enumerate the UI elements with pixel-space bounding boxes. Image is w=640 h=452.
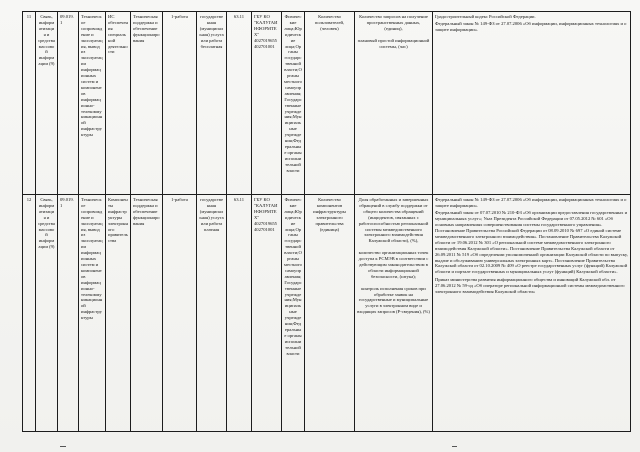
table-row: [23, 195, 631, 432]
scan-artifact: [60, 446, 66, 447]
page-footer: [0, 441, 640, 452]
service-type: Техническое сопровождение и эксплуатация, вывод из эксплуатации информационных систем и компонентов информационно-телекоммуникационной инфраструктуры: [79, 12, 106, 195]
volume-indicator: Количество компонентов инфраструктуры электронного правительства (единица): [305, 195, 355, 432]
institution: ГБУ КО "КАЛУГАИНФОРМТЕХ" 4027019655 402701001: [252, 195, 282, 432]
row-number: 11: [23, 12, 36, 195]
registry-table: [22, 11, 631, 432]
law-item: Градостроительный кодекс Российской Федерации.: [435, 14, 536, 19]
volume-indicator: Количество пользователей, (человек): [305, 12, 355, 195]
okved-code: 63.11: [227, 195, 252, 432]
service-sector: Связь, информатизация и средства массовой информации (9): [36, 12, 58, 195]
service-sector: Связь, информатизация и средства массовой информации (9): [36, 195, 58, 432]
institution: ГБУ КО "КАЛУГАИНФОРМТЕХ" 4027019655 402701001: [252, 12, 282, 195]
okved-code: 63.11: [227, 12, 252, 195]
legal-basis: [433, 12, 631, 195]
law-item: Приказ министерства развития информационного общества и инноваций Калужской обл. от 27.06.2012 № 59-од «Об операторе региональной информационной системы межведомственного электронного взаимодействия Калужской области»: [435, 276, 625, 294]
service-code: 09.019.1: [58, 195, 79, 432]
service-kind: государственная (муниципальная) услуга или работа платная: [197, 195, 227, 432]
conditions: 1-работа: [163, 12, 197, 195]
quality-indicator: Доля обработанных и завершенных обращений в службу поддержки от общего количества обращений (инцидентов, связанных с работоспособностью региональной системы межведомственного электронного взаимодействия Калужской области), (%), количество организационных точек доступа к РСМЭВ в соответствии с действующим законодательством в области информационной безопасности, (штука); контроль исполнения сроков при обработке заявок на государственные и муниципальные услуги в электронном виде и входящих запросов (Р-сведения), (%): [355, 195, 433, 432]
service-type: Техническое сопровождение и эксплуатация, вывод из эксплуатации информационных систем и компонентов информационно-телекоммуникационной инфраструктуры: [79, 195, 106, 432]
law-item: Федеральный закон № 149-ФЗ от 27.07.2006 «Об информации, информационных технологиях и о защите информации».: [435, 197, 627, 208]
service-kind: государственная (муниципальная) услуга или работа бесплатная: [197, 12, 227, 195]
consumers: Физические лица;Юридические лица;Органы государственной власти;Органы местного самоуправления;Государственные учреждения;Муниципальные учреждения;Федеральные органы исполнительной власти: [282, 12, 305, 195]
table-row: [23, 12, 631, 195]
activity: ИС обеспечения специальной деятельности: [106, 12, 131, 195]
activity: Компоненты инфраструктуры электронного правительства: [106, 195, 131, 432]
scan-artifact: [452, 446, 457, 447]
legal-basis: [433, 195, 631, 432]
quality-indicator: Количество запросов на получение пространственных данных, (единиц), плановый простой информационной системы, (час): [355, 12, 433, 195]
consumers: Физические лица;Юридические лица;Органы государственной власти;Органы местного самоуправления;Государственные учреждения;Муниципальные учреждения;Федеральные органы исполнительной власти: [282, 195, 305, 432]
row-number: 12: [23, 195, 36, 432]
conditions: 1-работа: [163, 195, 197, 432]
content: Техническая поддержка и обеспечение функционирования: [131, 195, 163, 432]
service-code: 09.019.1: [58, 12, 79, 195]
content: Техническая поддержка и обеспечение функционирования: [131, 12, 163, 195]
law-item: Федеральный закон от 07.07.2010 № 210-ФЗ «Об организации предоставления государственных и муниципальных услуг»; Указ Президента Российской Федерации от 07.05.2012 № 601 «Об основных направлениях совершенствования системы государственного управления». Постановление Правительства Российской Федерации от 08.09.2010 № 697 «О единой системе межведомственного электронного взаимодействия». Постановление Правительства Калужской области от 19.06.2012 № 301 «О региональной системе межведомственного электронного взаимодействия Калужской области». Постановление Правительства Калужской области от 26.09.2011 № 519 «Об определении уполномоченной организации Калужской области по выпуску, выдаче и обслуживанию универсальных электронных карт». Постановление Правительства Калужской области от 02.10.2009 № 409 «О реестре государственных услуг (функций) Калужской области и портале государственных и муниципальных услуг (функций) Калужской области».: [435, 210, 628, 275]
law-item: Федеральный закон № 149-ФЗ от 27.07.2006 «Об информации, информационных технологиях и о защите информации».: [435, 21, 627, 33]
